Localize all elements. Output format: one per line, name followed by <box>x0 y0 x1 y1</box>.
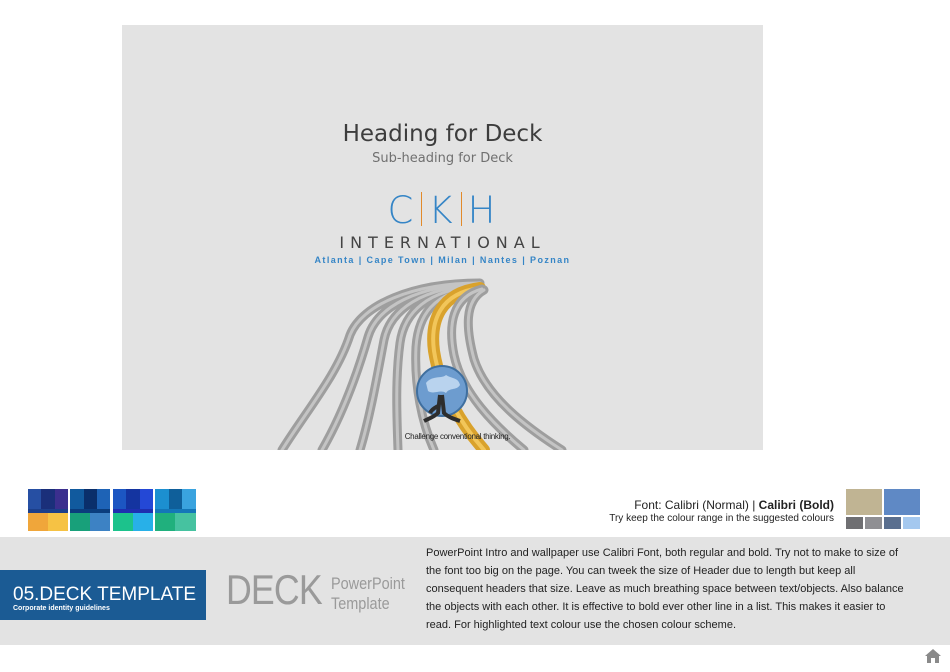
colour-swatch <box>865 517 882 529</box>
colour-note: Try keep the colour range in the suggested colours <box>609 513 834 524</box>
colour-palette-thumbnails <box>28 489 196 531</box>
font-specification <box>634 498 834 512</box>
slide-tagline: Challenge conventional thinking. <box>404 432 511 441</box>
suggested-colour-swatches <box>846 489 921 529</box>
deck-slide-preview <box>122 25 763 450</box>
deck-title-large: DECK <box>226 566 322 613</box>
font-normal-label: Font: Calibri (Normal) | <box>634 498 759 512</box>
section-tag-subtitle: Corporate identity guidelines <box>13 605 110 612</box>
colour-swatch <box>884 489 920 515</box>
deck-title-powerpoint: PowerPoint <box>331 574 405 593</box>
section-tag <box>0 570 206 620</box>
logo-letter-h: H <box>467 189 498 232</box>
globe-tree-icon <box>412 365 472 427</box>
logo-cities: Atlanta | Cape Town | Milan | Nantes | Poznan <box>314 255 571 265</box>
font-bold-label: Calibri (Bold) <box>758 498 834 512</box>
deck-title-template: Template <box>331 594 390 613</box>
road-lane <box>468 290 562 450</box>
palette-thumbnail <box>70 489 110 531</box>
logo-international: INTERNATIONAL <box>339 233 546 252</box>
colour-swatch <box>903 517 920 529</box>
palette-thumbnail <box>113 489 153 531</box>
slide-subheading: Sub-heading for Deck <box>372 151 513 166</box>
palette-thumbnail <box>155 489 196 531</box>
colour-swatch <box>846 517 863 529</box>
deck-title-small <box>331 574 405 614</box>
colour-swatch <box>884 517 901 529</box>
home-icon[interactable] <box>924 648 942 664</box>
palette-thumbnail <box>28 489 68 531</box>
deck-description: PowerPoint Intro and wallpaper use Calibri Font, both regular and bold. Try not to make to size of the font too big on the page. You can tweek the size of Header due to length but keep all consequent headers that size. Leave as much breathing space between text/objects. Also balance the objects with each other. It is effective to bold ever other line in a list. This makes it easier to read. For highlighted text colour use the chosen colour scheme. <box>426 547 904 631</box>
logo-letter-c: C <box>387 189 416 232</box>
slide-heading: Heading for Deck <box>342 121 543 147</box>
logo-letter-k: K <box>428 189 455 232</box>
section-tag-title: 05.DECK TEMPLATE <box>13 584 197 605</box>
colour-swatch <box>846 489 882 515</box>
